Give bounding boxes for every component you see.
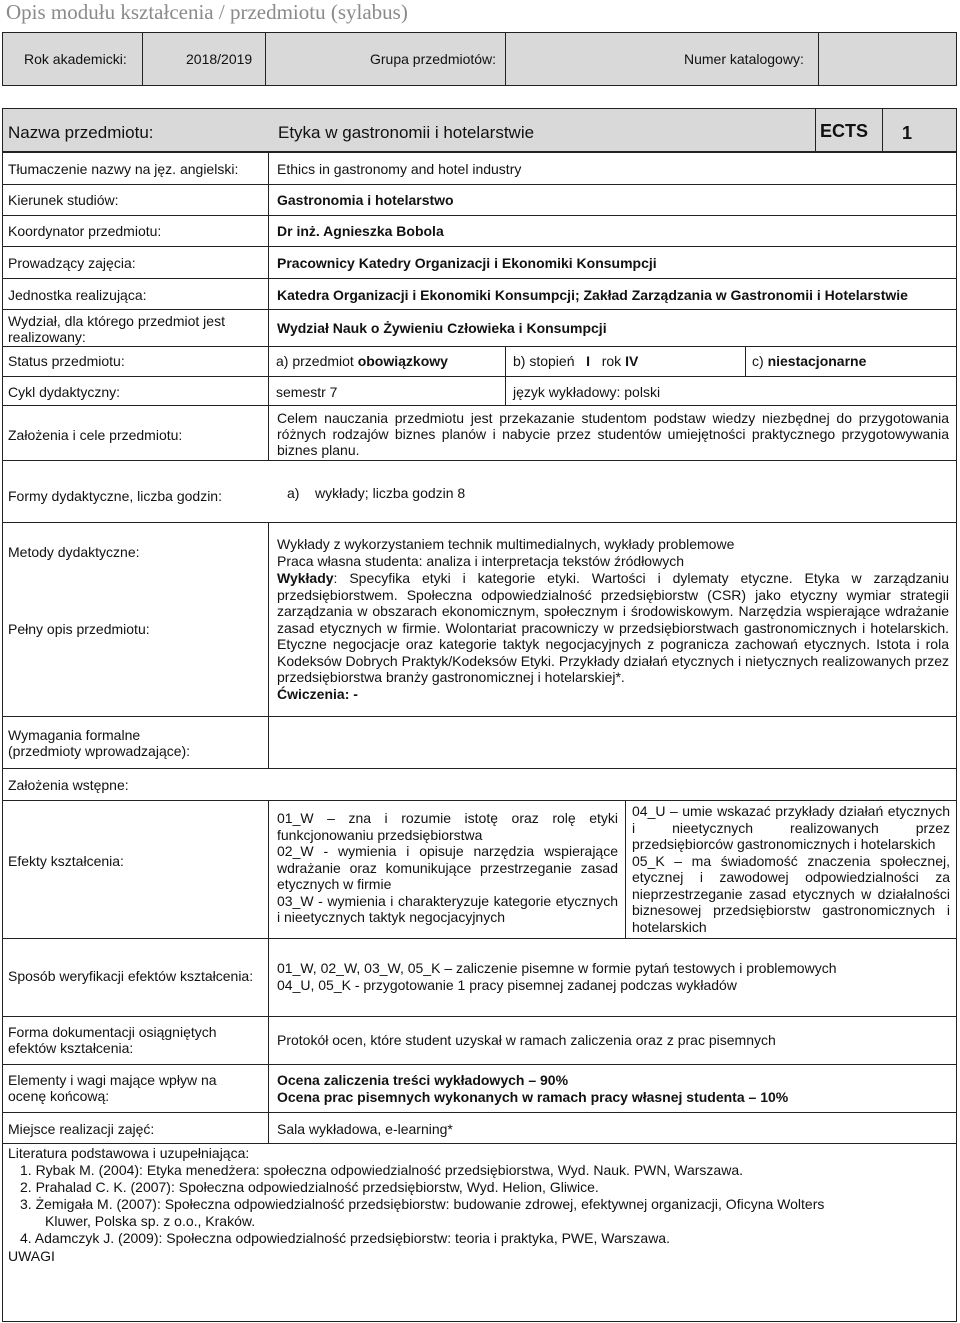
divider [265,32,266,86]
english-name-label: Tłumaczenie nazwy na jęz. angielski: [8,161,239,177]
methods-line2: Praca własna studenta: analiza i interpretacja tekstów źródłowych [277,553,684,569]
weights-label-line1: Elementy i wagi mające wpływ na [8,1072,217,1088]
status-c [752,353,866,369]
divider [2,1112,957,1113]
status-c-value: niestacjonarne [767,353,867,369]
divider [2,938,957,939]
status-b-year: IV [625,353,639,369]
literature-item-3: 3. Żemigała M. (2007): Społeczna odpowiedzialność przedsiębiorstw: budowanie zdrowej, efektywnej organizacji, Oficyna Wolters [20,1196,825,1212]
place-value: Sala wykładowa, e-learning* [277,1121,453,1137]
weights-label-line2: ocenę końcową: [8,1088,110,1104]
status-label: Status przedmiotu: [8,353,125,369]
catalog-number-label: Numer katalogowy: [684,51,804,67]
description-label: Pełny opis przedmiotu: [8,621,150,637]
status-c-prefix: c) [752,353,764,369]
divider [2,522,957,523]
weights-line1: Ocena zaliczenia treści wykładowych – 90% [277,1072,569,1088]
outcomes-label: Efekty kształcenia: [8,853,124,869]
divider [2,246,957,247]
instructors-label: Prowadzący zajęcia: [8,255,136,271]
description-body: : Specyfika etyki i kategorie etyki. Wartości i dylematy etyczne. Etyka w zarządzaniu przedsiębiorstwem. Społeczna odpowiedzialność przedsiębiorstw (CSR) jako etyczny wymiar strategii zarządzania w obszarach ekonomicznym, społecznym i środowiskowym. Narzędzia wspierające wdrażanie zasad etycznych w firmie. Wolontariat pracowniczy w przedsiębiorstwach gastronomicznych i hotelarskich. Etyczne negocjacje oraz kategorie taktyk negocjacyjnych z pogranicza zachowań etycznych. Istota i rola Kodeksów Dobrych Praktyk/Kodeksów Etyki. Przykłady działań etycznych i nietycznych realizowanych przez przedsiębiorstwa branży gastronomicznej i hotelarskiej*. [277,570,949,685]
cycle-label: Cykl dydaktyczny: [8,384,121,400]
forms-item-prefix: a) [287,485,300,501]
methods-line1: Wykłady z wykorzystaniem technik multimedialnych, wykłady problemowe [277,536,735,552]
coordinator-name: Agnieszka Bobola [323,223,444,239]
divider [2,278,957,279]
divider [815,108,816,152]
academic-year-label: Rok akademicki: [24,51,127,67]
divider [268,376,269,405]
page-title: Opis modułu kształcenia / przedmiotu (sylabus) [6,0,408,24]
documentation-label-line1: Forma dokumentacji osiągniętych [8,1024,217,1040]
forms-label: Formy dydaktyczne, liczba godzin: [8,488,222,504]
description-text [277,570,949,702]
ects-label: ECTS [820,121,869,141]
divider [818,32,819,86]
weights-line2: Ocena prac pisemnych wykonanych w ramach pracy własnej studenta – 10% [277,1089,789,1105]
requirements-label [8,727,190,759]
remarks-label: UWAGI [8,1248,55,1264]
prerequisites-label: Założenia wstępne: [8,777,129,793]
verification-label: Sposób weryfikacji efektów kształcenia: [8,968,254,984]
faculty-label [8,313,225,345]
divider [2,376,957,377]
divider [268,152,269,346]
divider [268,800,269,938]
coordinator-title: Dr inż. [277,223,320,239]
status-a [276,353,448,369]
forms-item [287,485,465,501]
verification-line1: 01_W, 02_W, 03_W, 05_K – zaliczenie pisemne w formie pytań testowych i problemowych [277,960,837,976]
divider [2,184,957,185]
aims-text: Celem nauczania przedmiotu jest przekazanie studentom podstaw wiedzy niezbędnej do przygotowania różnych rodzajów biznes planów i nabycie przez studentów umiejętności praktycznego przygotowywania biznes planu. [277,410,949,458]
divider [268,1112,269,1143]
literature-item-2: 2. Prahalad C. K. (2007): Społeczna odpowiedzialność przedsiębiorstw, Wyd. Helion, Gliwice. [20,1179,599,1195]
weights-label [8,1072,217,1104]
forms-item-name: wykłady; [315,485,369,501]
methods-label: Metody dydaktyczne: [8,544,140,560]
divider [268,405,269,460]
literature-item-4: 4. Adamczyk J. (2009): Społeczna odpowiedzialność przedsiębiorstw: teoria i praktyka, PWE, Warszawa. [20,1230,670,1246]
course-group-label: Grupa przedmiotów: [370,51,497,67]
requirements-label-line1: Wymagania formalne [8,727,141,743]
field-of-study-value: Gastronomia i hotelarstwo [277,192,454,208]
outcomes-right: 04_U – umie wskazać przykłady działań etycznych i nieetycznych realizowanych przez przedsiębiorców gastronomicznych i hotelarskich 05_K – ma świadomość znaczenia społecznej, etycznej i zawodowej odpowiedzialności za nieprzestrzeganie zasad etycznych w działalności biznesowej przedsiębiorstw gastronomicznych i hotelarskich [632,803,950,935]
divider [882,108,883,152]
divider [2,716,957,717]
divider [268,1064,269,1112]
ects-value: 1 [902,123,913,143]
instructors-value: Pracownicy Katedry Organizacji i Ekonomiki Konsumpcji [277,255,657,271]
semester-value: semestr 7 [276,384,338,400]
divider [745,346,746,376]
english-name-value: Ethics in gastronomy and hotel industry [277,161,522,177]
divider [2,215,957,216]
divider [625,800,626,938]
requirements-label-line2: (przedmioty wprowadzające): [8,743,191,759]
divider [268,716,269,768]
divider [505,32,506,86]
faculty-label-line1: Wydział, dla którego przedmiot jest [8,313,225,329]
literature-item-1: 1. Rybak M. (2004): Etyka menedżera: społeczna odpowiedzialność przedsiębiorstwa, Wyd. Nauk. PWN, Warszawa. [20,1162,743,1178]
documentation-label-line2: efektów kształcenia: [8,1040,134,1056]
divider [2,309,957,310]
divider [2,800,957,801]
documentation-label [8,1024,217,1056]
unit-value: Katedra Organizacji i Ekonomiki Konsumpcji; Zakład Zarządzania w Gastronomii i Hotelarstwie [277,287,908,303]
status-a-prefix: a) przedmiot [276,353,354,369]
status-a-value: obowiązkowy [357,353,448,369]
description-exercises: Ćwiczenia: - [277,685,358,702]
faculty-value: Wydział Nauk o Żywieniu Człowieka i Konsumpcji [277,320,607,336]
status-b-prefix: b) stopień [513,353,575,369]
coordinator-label: Koordynator przedmiotu: [8,223,162,239]
status-b [513,353,638,369]
outcomes-left: 01_W – zna i rozumie istotę oraz rolę etyki funkcjonowaniu przedsiębiorstwa 02_W - wymienia i opisuje narzędzia wspierające wdrażanie oraz komunikujące przestrzeganie zasad etycznych w firmie 03_W - wymienia i charakteryzuje kategorie etycznych i nieetycznych taktyk negocjacyjnych [277,810,618,925]
forms-item-hours: liczba godzin 8 [372,485,466,501]
divider [268,1016,269,1064]
field-of-study-label: Kierunek studiów: [8,192,119,208]
divider [505,346,506,376]
divider [2,1064,957,1065]
coordinator-value [277,223,444,239]
faculty-label-line2: realizowany: [8,329,86,345]
course-name-value: Etyka w gastronomii i hotelarstwie [278,123,535,142]
description-lead: Wykłady [277,570,334,586]
divider [2,460,957,461]
status-b-degree: I [586,353,591,369]
divider [505,376,506,405]
divider [2,346,957,347]
literature-item-3-cont: Kluwer, Polska sp. z o.o., Kraków. [45,1213,256,1229]
documentation-value: Protokół ocen, które student uzyskał w ramach zaliczenia oraz z prac pisemnych [277,1032,776,1048]
divider [268,346,269,376]
course-name-label: Nazwa przedmiotu: [8,123,154,142]
divider [2,1143,957,1144]
divider [142,32,143,86]
unit-label: Jednostka realizująca: [8,287,147,303]
verification-line2: 04_U, 05_K - przygotowanie 1 pracy pisemnej zadanej podczas wykładów [277,977,737,993]
divider [2,1016,957,1017]
literature-label: Literatura podstawowa i uzupełniająca: [8,1145,250,1161]
academic-year-value: 2018/2019 [186,51,253,67]
aims-label: Założenia i cele przedmiotu: [8,427,183,443]
divider [2,768,957,769]
divider [2,405,957,406]
language-value: język wykładowy: polski [513,384,661,400]
place-label: Miejsce realizacji zajęć: [8,1121,155,1137]
status-b-year-prefix: rok [601,353,622,369]
divider [268,938,269,1016]
divider [268,522,269,716]
